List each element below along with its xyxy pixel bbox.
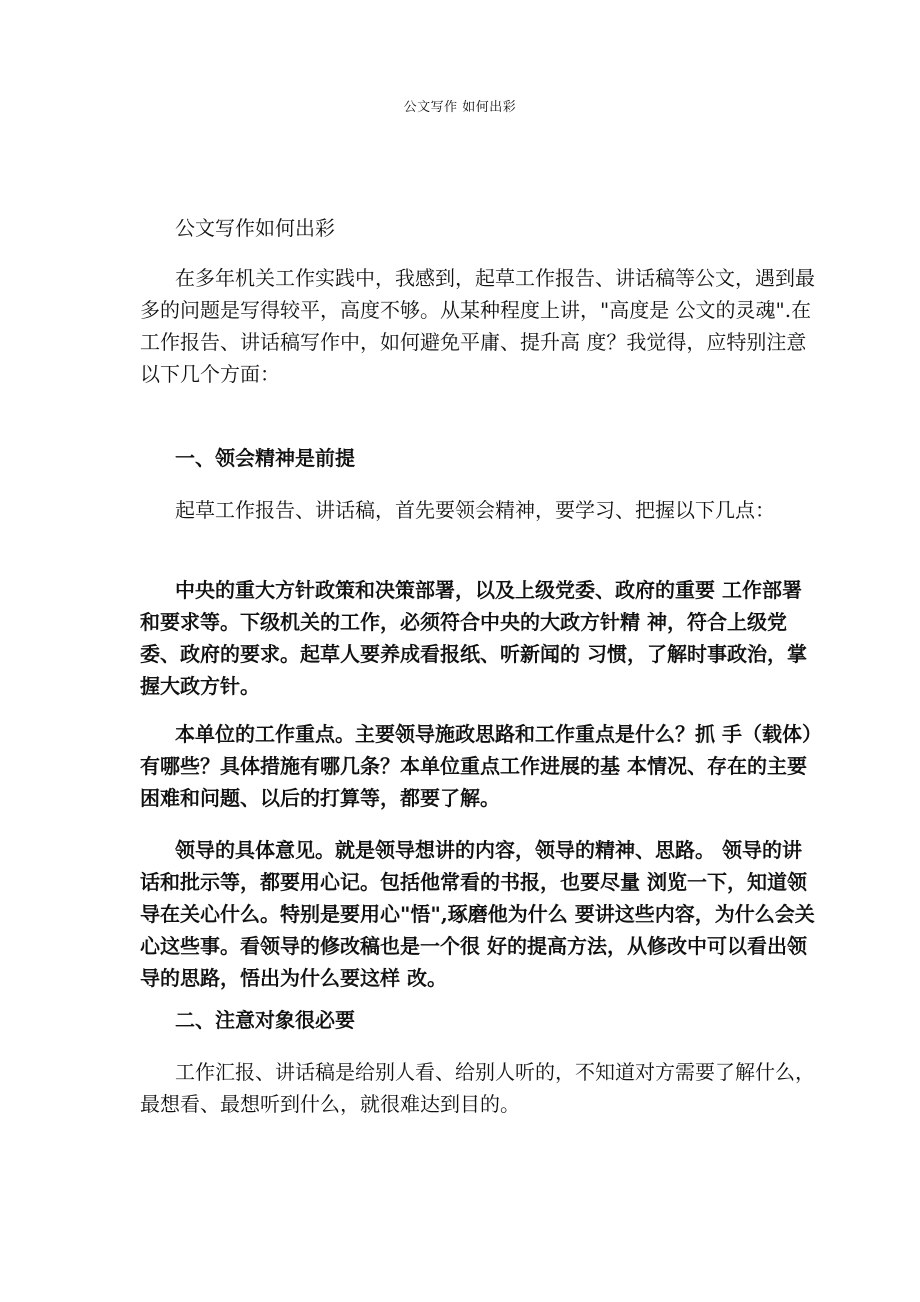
section-1-point-unit-priorities: 本单位的工作重点。主要领导施政思路和工作重点是什么？抓 手（载体）有哪些？具体措施有哪几条？本单位重点工作进展的基 本情况、存在的主要困难和问题、以后的打算等，都要了解。	[140, 722, 812, 810]
section-2-lead-paragraph: 工作汇报、讲话稿是给别人看、给别人听的，不知道对方需要了解什么，最想看、最想听到什么，就很难达到目的。	[140, 1060, 815, 1116]
intro-paragraph: 在多年机关工作实践中，我感到，起草工作报告、讲话稿等公文，遇到最多的问题是写得较平，高度不够。从某种程度上讲，"高度是 公文的灵魂".在工作报告、讲话稿写作中，如何避免平庸、提升高 度？我觉得，应特别注意以下几个方面：	[140, 266, 815, 386]
section-1-heading: 一、领会精神是前提	[175, 446, 355, 470]
page-header: 公文写作 如何出彩	[403, 100, 517, 115]
section-2-heading: 二、注意对象很必要	[175, 1008, 355, 1032]
section-1-lead-paragraph: 起草工作报告、讲话稿，首先要领会精神，要学习、把握以下几点：	[175, 498, 775, 522]
document-title: 公文写作如何出彩	[175, 216, 335, 240]
section-1-point-leader-opinions: 领导的具体意见。就是领导想讲的内容，领导的精神、思路。 领导的讲话和批示等，都要用心记。包括他常看的书报，也要尽量 浏览一下，知道领导在关心什么。特别是要用心"悟",琢磨他为什么 要讲这些内容，为什么会关心这些事。看领导的修改稿也是一个很 好的提高方法，从修改中可以看出领导的思路，悟出为什么要这样 改。	[140, 838, 815, 990]
section-1-point-central-policy: 中央的重大方针政策和决策部署，以及上级党委、政府的重要 工作部署和要求等。下级机关的工作，必须符合中央的大政方针精 神，符合上级党委、政府的要求。起草人要养成看报纸、听新闻的 习惯，了解时事政治，掌握大政方针。	[140, 578, 807, 698]
